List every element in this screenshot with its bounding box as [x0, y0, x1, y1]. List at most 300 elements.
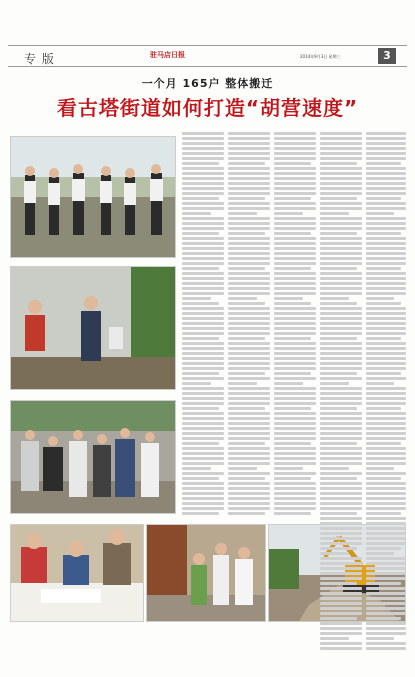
- text-line: [320, 537, 362, 540]
- text-line: [228, 337, 265, 340]
- text-line: [228, 442, 265, 445]
- text-line: [366, 507, 406, 510]
- text-line: [320, 622, 362, 625]
- text-line: [182, 482, 224, 485]
- text-line: [366, 322, 406, 325]
- text-line: [320, 492, 362, 495]
- text-line: [274, 417, 316, 420]
- article-column-3: [274, 132, 316, 520]
- text-line: [366, 542, 406, 545]
- text-line: [366, 217, 406, 220]
- text-line: [366, 202, 406, 205]
- text-line: [366, 567, 406, 570]
- text-line: [320, 632, 362, 635]
- text-line: [228, 132, 270, 135]
- text-line: [274, 402, 316, 405]
- text-line: [320, 272, 362, 275]
- text-line: [182, 247, 224, 250]
- text-line: [274, 247, 316, 250]
- text-line: [182, 337, 219, 340]
- text-line: [228, 242, 270, 245]
- text-line: [320, 382, 349, 385]
- text-line: [366, 397, 406, 400]
- text-line: [274, 137, 316, 140]
- text-line: [274, 507, 316, 510]
- text-line: [274, 372, 311, 375]
- text-line: [182, 362, 224, 365]
- text-line: [274, 317, 316, 320]
- text-line: [320, 172, 362, 175]
- photo-police-visit: [10, 400, 176, 514]
- text-line: [366, 537, 406, 540]
- text-line: [320, 167, 362, 170]
- text-line: [320, 647, 362, 650]
- text-line: [320, 562, 362, 565]
- text-line: [182, 272, 224, 275]
- text-line: [228, 227, 270, 230]
- text-line: [366, 277, 406, 280]
- text-line: [320, 317, 362, 320]
- text-line: [274, 172, 316, 175]
- text-line: [182, 192, 224, 195]
- text-line: [182, 452, 224, 455]
- text-line: [274, 282, 316, 285]
- text-line: [182, 497, 224, 500]
- text-line: [182, 417, 224, 420]
- text-line: [320, 527, 362, 530]
- text-line: [366, 467, 394, 470]
- text-line: [366, 522, 406, 525]
- text-line: [182, 447, 224, 450]
- text-line: [274, 362, 316, 365]
- article-column-1: [182, 132, 224, 520]
- issue-date: 2014年9月3日 星期三: [300, 54, 341, 59]
- text-line: [228, 307, 270, 310]
- text-line: [228, 372, 265, 375]
- text-line: [366, 562, 406, 565]
- photo-signing-on-wall: [10, 266, 176, 390]
- text-line: [320, 497, 362, 500]
- text-line: [228, 162, 265, 165]
- text-line: [320, 422, 362, 425]
- text-line: [366, 197, 401, 200]
- text-line: [274, 387, 316, 390]
- text-line: [366, 262, 406, 265]
- text-line: [274, 302, 311, 305]
- text-line: [366, 212, 394, 215]
- text-line: [320, 377, 362, 380]
- text-line: [182, 437, 224, 440]
- text-line: [228, 457, 270, 460]
- text-line: [182, 327, 224, 330]
- text-line: [366, 632, 406, 635]
- text-line: [228, 367, 270, 370]
- text-line: [366, 162, 401, 165]
- text-line: [320, 642, 362, 645]
- text-line: [182, 252, 224, 255]
- text-line: [320, 552, 349, 555]
- text-line: [320, 442, 357, 445]
- text-line: [274, 217, 316, 220]
- text-line: [366, 257, 406, 260]
- text-line: [366, 182, 406, 185]
- text-line: [228, 217, 270, 220]
- text-line: [366, 597, 406, 600]
- text-line: [182, 157, 224, 160]
- text-line: [366, 512, 401, 515]
- text-line: [366, 622, 406, 625]
- text-line: [320, 637, 349, 640]
- text-line: [182, 232, 219, 235]
- text-line: [228, 397, 270, 400]
- text-line: [182, 407, 219, 410]
- text-line: [320, 292, 362, 295]
- text-line: [228, 447, 270, 450]
- text-line: [320, 362, 362, 365]
- text-line: [182, 212, 211, 215]
- text-line: [366, 472, 406, 475]
- text-line: [182, 412, 224, 415]
- text-line: [366, 142, 406, 145]
- text-line: [228, 492, 270, 495]
- text-line: [320, 217, 362, 220]
- text-line: [366, 457, 406, 460]
- newspaper-logo: 驻马店日报: [150, 51, 185, 59]
- text-line: [228, 452, 270, 455]
- text-line: [182, 317, 224, 320]
- text-line: [228, 272, 270, 275]
- text-line: [320, 307, 362, 310]
- text-line: [320, 137, 362, 140]
- text-line: [274, 182, 316, 185]
- text-line: [182, 462, 224, 465]
- text-line: [182, 182, 224, 185]
- text-line: [366, 357, 406, 360]
- text-line: [228, 282, 270, 285]
- text-line: [366, 272, 406, 275]
- text-line: [366, 552, 394, 555]
- text-line: [228, 437, 270, 440]
- text-line: [228, 317, 270, 320]
- text-line: [228, 332, 270, 335]
- text-line: [228, 187, 270, 190]
- text-line: [366, 252, 406, 255]
- text-line: [274, 287, 316, 290]
- text-line: [274, 252, 316, 255]
- text-line: [228, 327, 270, 330]
- text-line: [320, 542, 362, 545]
- text-line: [274, 207, 316, 210]
- text-line: [228, 192, 270, 195]
- text-line: [228, 267, 265, 270]
- text-line: [228, 387, 270, 390]
- text-line: [366, 187, 406, 190]
- text-line: [320, 517, 362, 520]
- text-line: [274, 492, 316, 495]
- text-line: [182, 512, 219, 515]
- text-line: [274, 312, 316, 315]
- text-line: [274, 272, 316, 275]
- text-line: [320, 602, 362, 605]
- text-line: [182, 357, 224, 360]
- text-line: [274, 267, 311, 270]
- text-line: [320, 312, 362, 315]
- text-line: [182, 472, 224, 475]
- text-line: [182, 172, 224, 175]
- text-line: [320, 142, 362, 145]
- text-line: [320, 237, 362, 240]
- text-line: [228, 477, 265, 480]
- text-line: [366, 592, 406, 595]
- text-line: [320, 282, 362, 285]
- text-line: [228, 252, 270, 255]
- text-line: [366, 227, 406, 230]
- text-line: [228, 237, 270, 240]
- text-line: [320, 412, 362, 415]
- text-line: [366, 192, 406, 195]
- text-line: [320, 287, 362, 290]
- text-line: [182, 202, 224, 205]
- text-line: [228, 197, 265, 200]
- text-line: [320, 387, 362, 390]
- text-line: [228, 412, 270, 415]
- text-line: [366, 327, 406, 330]
- text-line: [320, 332, 362, 335]
- text-line: [320, 392, 362, 395]
- text-line: [228, 347, 270, 350]
- text-line: [274, 132, 316, 135]
- text-line: [274, 397, 316, 400]
- text-line: [182, 507, 224, 510]
- text-line: [228, 177, 270, 180]
- text-line: [274, 382, 303, 385]
- text-line: [274, 277, 316, 280]
- text-line: [366, 147, 406, 150]
- text-line: [274, 307, 316, 310]
- photo-paperwork: [10, 524, 144, 622]
- text-line: [228, 247, 270, 250]
- text-line: [366, 557, 406, 560]
- text-line: [182, 322, 224, 325]
- text-line: [366, 637, 394, 640]
- text-line: [228, 362, 270, 365]
- text-line: [320, 482, 362, 485]
- text-line: [366, 627, 406, 630]
- text-line: [274, 192, 316, 195]
- text-line: [274, 377, 316, 380]
- text-line: [366, 232, 401, 235]
- text-line: [274, 147, 316, 150]
- text-line: [320, 402, 362, 405]
- text-line: [274, 157, 316, 160]
- text-line: [366, 497, 406, 500]
- text-line: [228, 257, 270, 260]
- text-line: [228, 352, 270, 355]
- text-line: [182, 207, 224, 210]
- text-line: [274, 442, 311, 445]
- text-line: [366, 532, 406, 535]
- text-line: [228, 502, 270, 505]
- text-line: [228, 377, 270, 380]
- text-line: [320, 252, 362, 255]
- text-line: [366, 612, 406, 615]
- text-line: [320, 572, 362, 575]
- text-line: [274, 227, 316, 230]
- text-line: [320, 467, 349, 470]
- text-line: [228, 312, 270, 315]
- text-line: [274, 342, 316, 345]
- text-line: [320, 197, 357, 200]
- text-line: [274, 297, 303, 300]
- text-line: [320, 407, 357, 410]
- text-line: [320, 432, 362, 435]
- text-line: [274, 472, 316, 475]
- text-line: [182, 147, 224, 150]
- header-top-rule: [8, 45, 407, 46]
- text-line: [320, 627, 362, 630]
- text-line: [228, 207, 270, 210]
- text-line: [274, 412, 316, 415]
- text-line: [320, 397, 362, 400]
- text-line: [228, 167, 270, 170]
- text-line: [274, 447, 316, 450]
- text-line: [182, 222, 224, 225]
- text-line: [182, 372, 219, 375]
- text-line: [228, 357, 270, 360]
- text-line: [182, 197, 219, 200]
- text-line: [366, 307, 406, 310]
- text-line: [320, 417, 362, 420]
- text-line: [228, 402, 270, 405]
- text-line: [182, 307, 224, 310]
- text-line: [182, 142, 224, 145]
- text-line: [182, 377, 224, 380]
- text-line: [366, 382, 394, 385]
- text-line: [274, 432, 316, 435]
- text-line: [320, 222, 362, 225]
- text-line: [274, 392, 316, 395]
- text-line: [228, 427, 270, 430]
- text-line: [366, 132, 406, 135]
- text-line: [320, 192, 362, 195]
- text-line: [182, 477, 219, 480]
- text-line: [228, 382, 257, 385]
- text-line: [274, 322, 316, 325]
- text-line: [228, 222, 270, 225]
- text-line: [274, 367, 316, 370]
- text-line: [320, 352, 362, 355]
- text-line: [366, 372, 401, 375]
- text-line: [320, 187, 362, 190]
- photo-residents-discussion: [146, 524, 266, 622]
- text-line: [366, 222, 406, 225]
- text-line: [182, 402, 224, 405]
- text-line: [228, 182, 270, 185]
- text-line: [320, 162, 357, 165]
- text-line: [320, 567, 362, 570]
- text-line: [320, 247, 362, 250]
- article-kicker: 一个月 165户 整体搬迁: [141, 77, 274, 90]
- text-line: [274, 167, 316, 170]
- text-line: [274, 162, 311, 165]
- text-line: [182, 257, 224, 260]
- text-line: [320, 447, 362, 450]
- text-line: [274, 257, 316, 260]
- text-line: [182, 347, 224, 350]
- text-line: [228, 262, 270, 265]
- text-line: [228, 152, 270, 155]
- text-line: [274, 467, 303, 470]
- text-line: [320, 532, 362, 535]
- text-line: [320, 592, 362, 595]
- text-line: [366, 587, 406, 590]
- text-line: [274, 202, 316, 205]
- text-line: [366, 502, 406, 505]
- text-line: [366, 432, 406, 435]
- text-line: [274, 477, 311, 480]
- text-line: [366, 177, 406, 180]
- text-line: [228, 202, 270, 205]
- page-number: 3: [378, 48, 396, 64]
- text-line: [320, 152, 362, 155]
- text-line: [182, 427, 224, 430]
- text-line: [228, 392, 270, 395]
- text-line: [274, 332, 316, 335]
- text-line: [366, 347, 406, 350]
- text-line: [320, 587, 362, 590]
- text-line: [320, 472, 362, 475]
- text-line: [320, 342, 362, 345]
- text-line: [366, 547, 401, 550]
- text-line: [182, 442, 219, 445]
- text-line: [366, 387, 406, 390]
- text-line: [182, 382, 211, 385]
- text-line: [274, 187, 316, 190]
- text-line: [320, 437, 362, 440]
- text-line: [366, 642, 406, 645]
- text-line: [320, 347, 362, 350]
- text-line: [320, 512, 357, 515]
- text-line: [228, 407, 265, 410]
- text-line: [366, 582, 401, 585]
- text-line: [320, 257, 362, 260]
- text-line: [320, 547, 357, 550]
- text-line: [366, 422, 406, 425]
- text-line: [274, 457, 316, 460]
- text-line: [366, 302, 401, 305]
- header-bottom-rule: [8, 66, 407, 67]
- text-line: [320, 522, 362, 525]
- text-line: [366, 352, 406, 355]
- text-line: [182, 292, 224, 295]
- text-line: [182, 457, 224, 460]
- text-line: [320, 132, 362, 135]
- text-line: [366, 477, 401, 480]
- text-line: [366, 452, 406, 455]
- text-line: [320, 502, 362, 505]
- text-line: [320, 202, 362, 205]
- text-line: [228, 497, 270, 500]
- text-line: [366, 517, 406, 520]
- text-line: [228, 462, 270, 465]
- text-line: [182, 367, 224, 370]
- text-line: [274, 487, 316, 490]
- text-line: [320, 207, 362, 210]
- text-line: [182, 167, 224, 170]
- text-line: [320, 267, 357, 270]
- text-line: [228, 297, 257, 300]
- text-line: [228, 232, 265, 235]
